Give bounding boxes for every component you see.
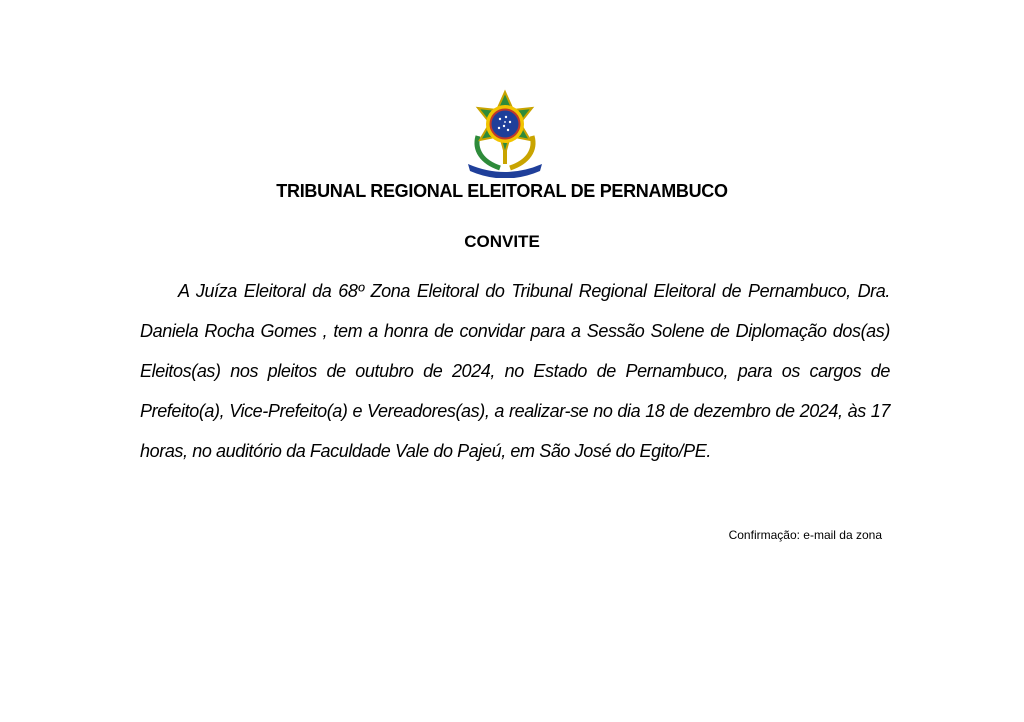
document-title: CONVITE xyxy=(464,232,540,251)
invitation-body-text: A Juíza Eleitoral da 68º Zona Eleitoral do Tribunal Regional Eleitoral de Pernambuco, Dra. Daniela Rocha Gomes , tem a honra de convidar para a Sessão Solene de Diplomação dos(as) Eleitos(as) nos pleitos de outubro de 2024, no Estado de Pernambuco, para os cargos de Prefeito(a), Vice-Prefeito(a) e Vereadores(as), a realizar-se no dia 18 de dezembro de 2024, às 17 horas, no auditório da Faculdade Vale do Pajeú, em São José do Egito/PE. xyxy=(140,281,890,461)
brazil-coat-of-arms-icon xyxy=(460,88,550,178)
confirmation-note: Confirmação: e-mail da zona xyxy=(728,528,882,542)
organization-title: TRIBUNAL REGIONAL ELEITORAL DE PERNAMBUCO xyxy=(276,181,728,201)
